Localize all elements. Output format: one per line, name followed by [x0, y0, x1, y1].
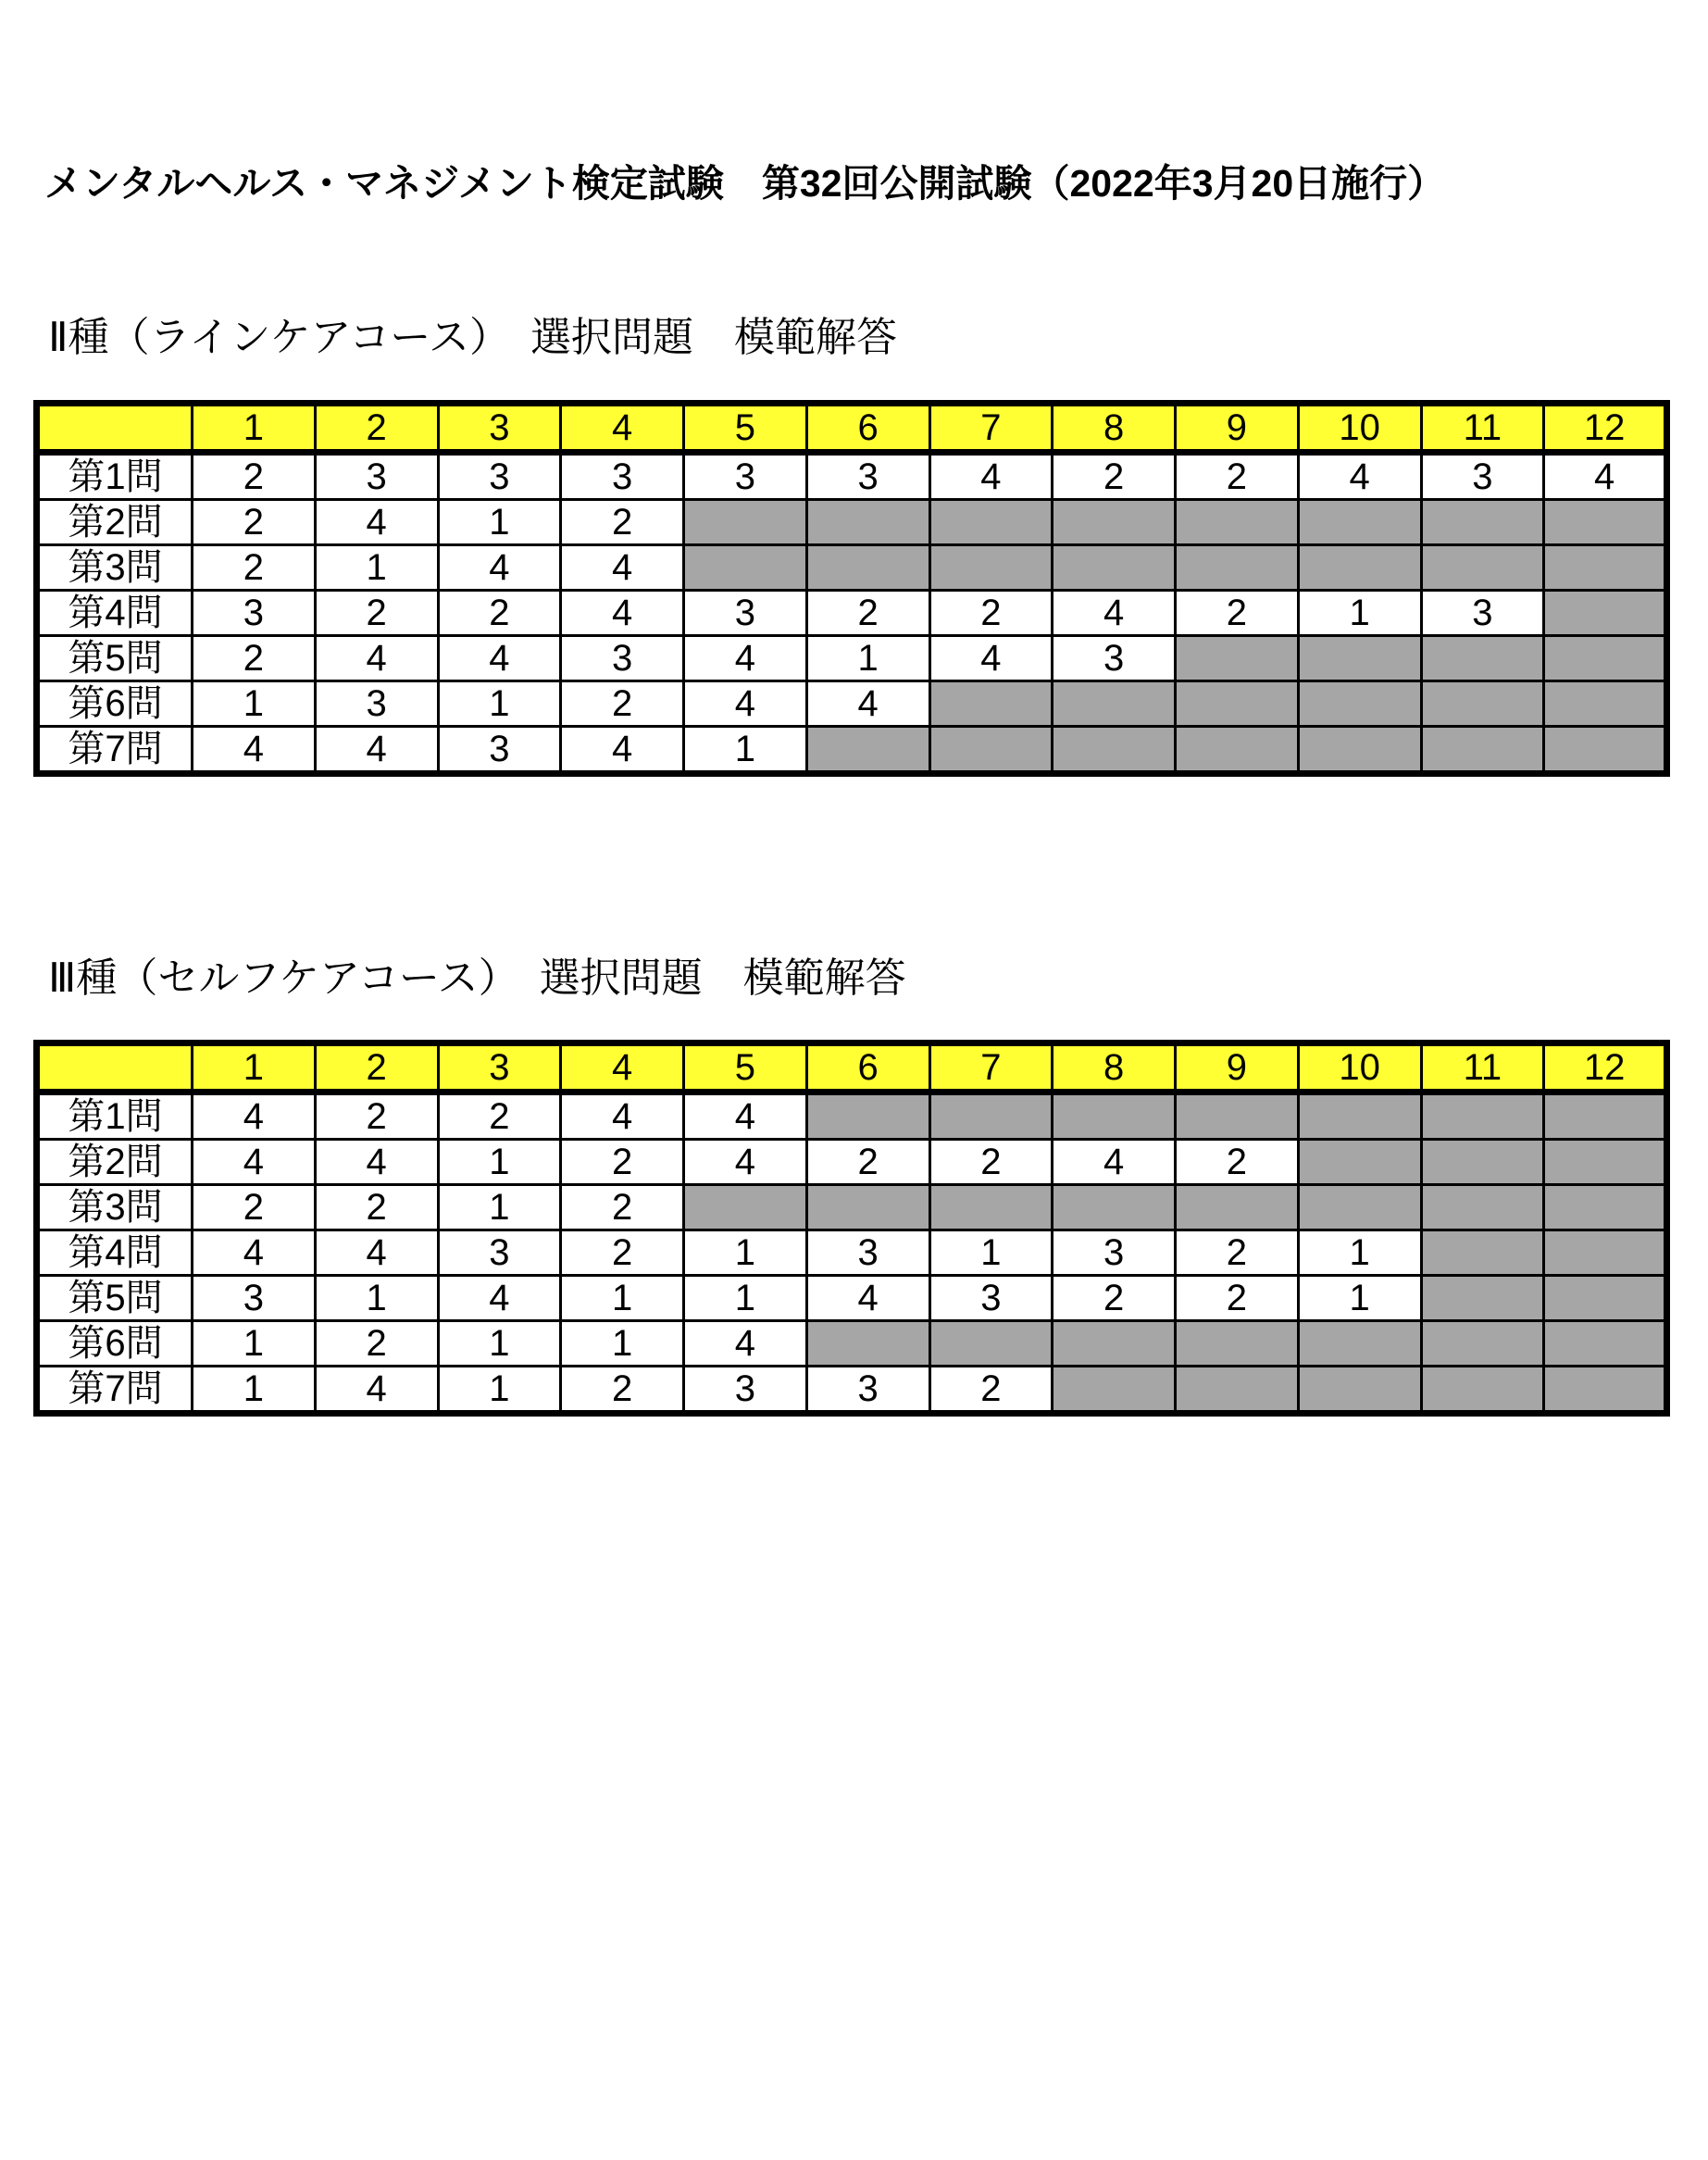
empty-cell — [1053, 500, 1176, 545]
empty-cell — [806, 545, 929, 591]
empty-cell — [1176, 500, 1299, 545]
empty-cell — [684, 1185, 807, 1230]
row-label: 第1問 — [37, 1092, 193, 1140]
empty-cell — [1053, 681, 1176, 727]
empty-cell — [1544, 1276, 1667, 1321]
column-header: 12 — [1544, 1043, 1667, 1092]
empty-cell — [1176, 1367, 1299, 1414]
answer-cell: 4 — [1053, 591, 1176, 636]
answer-cell: 2 — [193, 1185, 316, 1230]
answer-cell: 3 — [1053, 1230, 1176, 1276]
answer-cell: 3 — [1053, 636, 1176, 681]
answer-cell: 3 — [1421, 591, 1544, 636]
row-label: 第1問 — [37, 453, 193, 500]
answer-cell: 2 — [561, 500, 684, 545]
empty-cell — [1544, 636, 1667, 681]
row-label: 第5問 — [37, 1276, 193, 1321]
empty-cell — [1421, 500, 1544, 545]
empty-cell — [1176, 545, 1299, 591]
table-row — [37, 1140, 1667, 1185]
row-label: 第7問 — [37, 1367, 193, 1414]
table-row — [37, 453, 1667, 500]
answer-cell: 4 — [561, 727, 684, 774]
answer-cell: 1 — [561, 1321, 684, 1367]
answer-cell: 2 — [193, 636, 316, 681]
answer-cell: 4 — [1298, 453, 1421, 500]
answer-cell: 4 — [929, 636, 1053, 681]
answer-cell: 1 — [1298, 1276, 1421, 1321]
empty-cell — [1298, 1140, 1421, 1185]
answer-cell: 4 — [438, 636, 561, 681]
answer-cell: 4 — [315, 1367, 438, 1414]
empty-cell — [1298, 681, 1421, 727]
answer-cell: 2 — [561, 1367, 684, 1414]
empty-cell — [1421, 1140, 1544, 1185]
header-row — [37, 404, 1667, 453]
column-header: 11 — [1421, 1043, 1544, 1092]
empty-cell — [1053, 1185, 1176, 1230]
table-row — [37, 1276, 1667, 1321]
empty-cell — [1298, 636, 1421, 681]
answer-cell: 4 — [315, 636, 438, 681]
answer-cell: 4 — [806, 681, 929, 727]
empty-cell — [1544, 1185, 1667, 1230]
empty-cell — [1544, 1367, 1667, 1414]
answer-cell: 1 — [315, 545, 438, 591]
answer-cell: 2 — [1053, 453, 1176, 500]
row-label: 第7問 — [37, 727, 193, 774]
answer-cell: 1 — [438, 1321, 561, 1367]
column-header: 12 — [1544, 404, 1667, 453]
answer-cell: 3 — [438, 1230, 561, 1276]
answer-cell: 2 — [1053, 1276, 1176, 1321]
empty-cell — [1298, 545, 1421, 591]
empty-cell — [1176, 1092, 1299, 1140]
empty-cell — [1421, 1092, 1544, 1140]
empty-cell — [1053, 1321, 1176, 1367]
empty-cell — [929, 1321, 1053, 1367]
empty-cell — [1421, 681, 1544, 727]
column-header: 11 — [1421, 404, 1544, 453]
answer-cell: 2 — [438, 1092, 561, 1140]
empty-cell — [1298, 500, 1421, 545]
answer-cell: 4 — [684, 1092, 807, 1140]
empty-cell — [929, 545, 1053, 591]
answer-cell: 2 — [929, 1140, 1053, 1185]
answer-cell: 4 — [315, 500, 438, 545]
table-row — [37, 591, 1667, 636]
answer-cell: 2 — [193, 453, 316, 500]
answer-cell: 4 — [193, 1140, 316, 1185]
answer-table-type3 — [33, 1040, 1670, 1417]
column-header: 5 — [684, 1043, 807, 1092]
answer-cell: 3 — [806, 453, 929, 500]
empty-cell — [1421, 636, 1544, 681]
empty-cell — [1421, 727, 1544, 774]
answer-cell: 2 — [1176, 1276, 1299, 1321]
row-label: 第5問 — [37, 636, 193, 681]
column-header: 2 — [315, 1043, 438, 1092]
answer-cell: 2 — [929, 591, 1053, 636]
empty-cell — [1053, 727, 1176, 774]
answer-table-type2 — [33, 400, 1670, 777]
empty-cell — [929, 1092, 1053, 1140]
empty-cell — [1298, 1367, 1421, 1414]
answer-cell: 1 — [684, 727, 807, 774]
answer-cell: 4 — [561, 545, 684, 591]
empty-cell — [806, 500, 929, 545]
corner-cell — [37, 1043, 193, 1092]
section-title-type3: Ⅲ種（セルフケアコース） 選択問題 模範解答 — [48, 955, 906, 1001]
row-label: 第3問 — [37, 545, 193, 591]
answer-cell: 1 — [315, 1276, 438, 1321]
empty-cell — [1421, 1321, 1544, 1367]
empty-cell — [1053, 1092, 1176, 1140]
empty-cell — [1544, 1092, 1667, 1140]
empty-cell — [1544, 1230, 1667, 1276]
empty-cell — [929, 681, 1053, 727]
row-label: 第6問 — [37, 1321, 193, 1367]
empty-cell — [1176, 1185, 1299, 1230]
table-row — [37, 1230, 1667, 1276]
column-header: 8 — [1053, 404, 1176, 453]
answer-cell: 4 — [438, 1276, 561, 1321]
answer-cell: 1 — [1298, 591, 1421, 636]
answer-cell: 3 — [315, 453, 438, 500]
empty-cell — [929, 727, 1053, 774]
table-row — [37, 1092, 1667, 1140]
empty-cell — [1544, 1321, 1667, 1367]
answer-cell: 4 — [561, 591, 684, 636]
answer-cell: 2 — [1176, 1230, 1299, 1276]
corner-cell — [37, 404, 193, 453]
empty-cell — [1298, 1321, 1421, 1367]
page-title: メンタルヘルス・マネジメント検定試験 第32回公開試験（2022年3月20日施行） — [44, 162, 1446, 205]
column-header: 7 — [929, 404, 1053, 453]
answer-cell: 4 — [193, 727, 316, 774]
answer-cell: 3 — [561, 453, 684, 500]
answer-cell: 4 — [193, 1230, 316, 1276]
section-title-type2: Ⅱ種（ラインケアコース） 選択問題 模範解答 — [48, 315, 898, 360]
empty-cell — [1421, 1367, 1544, 1414]
answer-cell: 1 — [193, 1321, 316, 1367]
empty-cell — [929, 1185, 1053, 1230]
table-row — [37, 727, 1667, 774]
empty-cell — [1544, 545, 1667, 591]
answer-cell: 1 — [193, 681, 316, 727]
answer-cell: 1 — [1298, 1230, 1421, 1276]
answer-cell: 1 — [438, 1185, 561, 1230]
column-header: 6 — [806, 1043, 929, 1092]
column-header: 1 — [193, 404, 316, 453]
table-row — [37, 545, 1667, 591]
answer-cell: 3 — [315, 681, 438, 727]
answer-cell: 4 — [315, 1230, 438, 1276]
answer-cell: 1 — [193, 1367, 316, 1414]
empty-cell — [806, 1185, 929, 1230]
column-header: 1 — [193, 1043, 316, 1092]
empty-cell — [1298, 727, 1421, 774]
empty-cell — [1421, 1276, 1544, 1321]
empty-cell — [1544, 681, 1667, 727]
answer-cell: 4 — [684, 1321, 807, 1367]
row-label: 第6問 — [37, 681, 193, 727]
empty-cell — [1176, 636, 1299, 681]
answer-cell: 1 — [561, 1276, 684, 1321]
empty-cell — [1544, 591, 1667, 636]
answer-cell: 1 — [438, 681, 561, 727]
answer-cell: 3 — [929, 1276, 1053, 1321]
answer-cell: 2 — [193, 500, 316, 545]
empty-cell — [1421, 1230, 1544, 1276]
answer-cell: 4 — [929, 453, 1053, 500]
column-header: 5 — [684, 404, 807, 453]
answer-cell: 3 — [193, 1276, 316, 1321]
column-header: 9 — [1176, 404, 1299, 453]
answer-cell: 4 — [438, 545, 561, 591]
table-row — [37, 681, 1667, 727]
answer-cell: 2 — [315, 1092, 438, 1140]
table-row — [37, 500, 1667, 545]
answer-cell: 3 — [806, 1230, 929, 1276]
answer-cell: 2 — [806, 591, 929, 636]
empty-cell — [806, 1321, 929, 1367]
row-label: 第3問 — [37, 1185, 193, 1230]
answer-cell: 2 — [561, 1140, 684, 1185]
answer-cell: 4 — [193, 1092, 316, 1140]
answer-cell: 2 — [193, 545, 316, 591]
answer-cell: 2 — [1176, 453, 1299, 500]
table-row — [37, 636, 1667, 681]
answer-cell: 4 — [315, 727, 438, 774]
answer-cell: 3 — [684, 453, 807, 500]
empty-cell — [1544, 500, 1667, 545]
answer-cell: 4 — [561, 1092, 684, 1140]
answer-cell: 4 — [1544, 453, 1667, 500]
column-header: 8 — [1053, 1043, 1176, 1092]
table-row — [37, 1321, 1667, 1367]
empty-cell — [806, 727, 929, 774]
answer-cell: 3 — [684, 1367, 807, 1414]
answer-cell: 1 — [438, 1367, 561, 1414]
empty-cell — [1176, 1321, 1299, 1367]
answer-cell: 2 — [806, 1140, 929, 1185]
table-row — [37, 1185, 1667, 1230]
empty-cell — [929, 500, 1053, 545]
answer-cell: 2 — [315, 1185, 438, 1230]
answer-cell: 2 — [1176, 591, 1299, 636]
header-row — [37, 1043, 1667, 1092]
answer-cell: 2 — [929, 1367, 1053, 1414]
empty-cell — [1176, 727, 1299, 774]
empty-cell — [1053, 1367, 1176, 1414]
column-header: 6 — [806, 404, 929, 453]
answer-cell: 3 — [806, 1367, 929, 1414]
column-header: 7 — [929, 1043, 1053, 1092]
answer-cell: 3 — [1421, 453, 1544, 500]
column-header: 4 — [561, 1043, 684, 1092]
row-label: 第2問 — [37, 1140, 193, 1185]
column-header: 3 — [438, 404, 561, 453]
answer-cell: 1 — [929, 1230, 1053, 1276]
empty-cell — [1298, 1185, 1421, 1230]
row-label: 第2問 — [37, 500, 193, 545]
answer-cell: 4 — [1053, 1140, 1176, 1185]
empty-cell — [1421, 545, 1544, 591]
row-label: 第4問 — [37, 1230, 193, 1276]
answer-cell: 4 — [684, 636, 807, 681]
empty-cell — [1176, 681, 1299, 727]
column-header: 2 — [315, 404, 438, 453]
table-row — [37, 1367, 1667, 1414]
column-header: 3 — [438, 1043, 561, 1092]
column-header: 4 — [561, 404, 684, 453]
answer-cell: 1 — [806, 636, 929, 681]
answer-cell: 3 — [438, 453, 561, 500]
answer-cell: 1 — [438, 1140, 561, 1185]
column-header: 10 — [1298, 1043, 1421, 1092]
answer-cell: 4 — [806, 1276, 929, 1321]
answer-cell: 1 — [684, 1230, 807, 1276]
answer-cell: 2 — [315, 591, 438, 636]
empty-cell — [1053, 545, 1176, 591]
empty-cell — [1298, 1092, 1421, 1140]
empty-cell — [684, 500, 807, 545]
answer-cell: 4 — [684, 681, 807, 727]
answer-cell: 2 — [561, 681, 684, 727]
answer-cell: 1 — [438, 500, 561, 545]
column-header: 9 — [1176, 1043, 1299, 1092]
empty-cell — [1544, 1140, 1667, 1185]
answer-cell: 4 — [315, 1140, 438, 1185]
answer-cell: 1 — [684, 1276, 807, 1321]
empty-cell — [684, 545, 807, 591]
answer-cell: 2 — [315, 1321, 438, 1367]
row-label: 第4問 — [37, 591, 193, 636]
column-header: 10 — [1298, 404, 1421, 453]
empty-cell — [806, 1092, 929, 1140]
answer-cell: 3 — [438, 727, 561, 774]
empty-cell — [1421, 1185, 1544, 1230]
answer-cell: 4 — [684, 1140, 807, 1185]
answer-cell: 2 — [1176, 1140, 1299, 1185]
answer-cell: 2 — [561, 1230, 684, 1276]
answer-cell: 3 — [193, 591, 316, 636]
answer-cell: 2 — [561, 1185, 684, 1230]
answer-cell: 3 — [561, 636, 684, 681]
answer-cell: 3 — [684, 591, 807, 636]
empty-cell — [1544, 727, 1667, 774]
answer-cell: 2 — [438, 591, 561, 636]
